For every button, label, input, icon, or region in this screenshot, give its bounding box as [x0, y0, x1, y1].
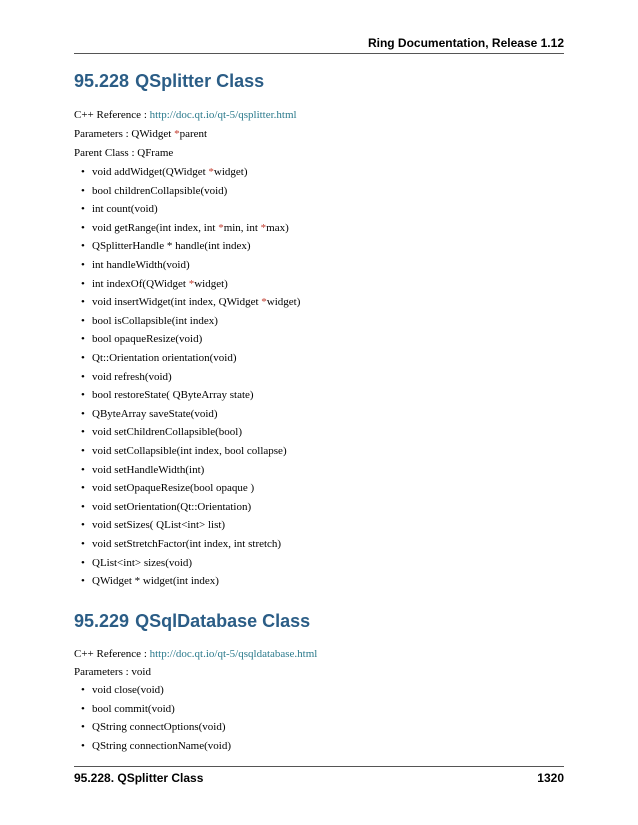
qsplitter-reference-link[interactable]: http://doc.qt.io/qt-5/qsplitter.html [149, 109, 297, 121]
method-list-item [81, 352, 237, 366]
method-list-item [81, 277, 228, 292]
parameters-line [74, 128, 207, 140]
pointer-star: * [261, 296, 267, 309]
method-signature-text: void setChildrenCollapsible(bool) [92, 426, 243, 439]
method-signature-text: QSplitterHandle * handle(int index) [92, 240, 251, 253]
bullet-icon: • [81, 721, 85, 734]
method-list-item [81, 556, 193, 571]
pointer-star: * [260, 221, 267, 234]
method-signature-text: void setStretchFactor(int index, int stretch) [92, 538, 282, 550]
bullet-icon: • [81, 739, 85, 752]
section-title-text: QSplitter Class [135, 71, 265, 91]
bullet-icon: • [81, 277, 85, 290]
bullet-icon: • [81, 166, 85, 178]
bullet-icon: • [81, 240, 85, 253]
method-list-item [81, 370, 172, 385]
method-signature-text: min, int [223, 221, 261, 234]
bullet-icon: • [81, 370, 85, 383]
method-list-item [81, 519, 226, 533]
method-list-item [81, 221, 289, 236]
method-signature-text: void insertWidget(int index, QWidget [92, 296, 262, 309]
method-signature-text: void close(void) [92, 684, 164, 696]
section-heading-qsplitter [74, 71, 264, 92]
method-list-item [81, 296, 301, 310]
bullet-icon: • [81, 575, 85, 588]
reference-label: C++ Reference : [74, 648, 150, 660]
page-number: 1320 [537, 771, 564, 785]
parameters-line: Parameters : void [74, 666, 151, 678]
bullet-icon: • [81, 352, 85, 364]
method-signature-text: bool childrenCollapsible(void) [92, 184, 228, 197]
pointer-star: * [188, 277, 195, 290]
method-list-item [81, 575, 219, 589]
method-signature-text: void getRange(int index, int [92, 221, 219, 234]
method-signature-text: int indexOf(QWidget [92, 277, 189, 290]
method-list-item [81, 702, 175, 717]
footer-section-ref: 95.228. QSplitter Class [74, 771, 204, 785]
bullet-icon: • [81, 702, 85, 715]
method-list-item [81, 333, 203, 347]
bullet-icon: • [81, 684, 85, 696]
method-signature-text: void setHandleWidth(int) [92, 463, 205, 476]
method-signature-text: widget) [213, 166, 248, 178]
method-list-item [81, 240, 251, 254]
method-signature-text: QWidget * widget(int index) [92, 575, 219, 588]
bullet-icon: • [81, 184, 85, 197]
method-list-item [81, 538, 282, 552]
method-signature-text: void setOpaqueResize(bool opaque ) [92, 482, 255, 495]
bullet-icon: • [81, 203, 85, 216]
running-header: Ring Documentation, Release 1.12 [367, 36, 564, 50]
bullet-icon: • [81, 500, 85, 513]
parameters-name: parent [179, 128, 208, 140]
cpp-reference-line [74, 648, 317, 660]
method-signature-text: max) [266, 221, 289, 234]
method-list-item [81, 166, 248, 180]
method-signature-text: void setCollapsible(int index, bool collapse) [92, 445, 287, 457]
bullet-icon: • [81, 333, 85, 346]
bullet-icon: • [81, 407, 85, 420]
bullet-icon: • [81, 482, 85, 495]
bullet-icon: • [81, 389, 85, 402]
method-signature-text: Qt::Orientation orientation(void) [92, 352, 237, 364]
section-number: 95.229 [74, 611, 130, 631]
bullet-icon: • [81, 445, 85, 457]
method-list-item [81, 445, 287, 459]
method-signature-text: widget) [266, 296, 301, 309]
method-list-item [81, 426, 243, 440]
bullet-icon: • [81, 556, 85, 569]
pointer-star: * [208, 166, 214, 178]
method-signature-text: QByteArray saveState(void) [92, 407, 218, 420]
method-signature-text: widget) [194, 277, 228, 290]
footer-rule [74, 766, 564, 767]
method-signature-text: void addWidget(QWidget [92, 166, 209, 178]
reference-label: C++ Reference : [74, 109, 150, 121]
method-list-item [81, 463, 205, 478]
method-signature-text: bool isCollapsible(int index) [92, 314, 218, 327]
method-signature-text: QList<int> sizes(void) [92, 556, 193, 569]
method-list-item [81, 500, 252, 515]
method-signature-text: int count(void) [92, 203, 158, 216]
method-list-item [81, 684, 164, 698]
method-list-item [81, 259, 190, 273]
parameters-label: Parameters : QWidget [74, 128, 175, 140]
bullet-icon: • [81, 296, 85, 309]
method-signature-text: QString connectOptions(void) [92, 721, 226, 734]
method-list-item [81, 721, 226, 735]
method-signature-text: bool restoreState( QByteArray state) [92, 389, 254, 402]
method-signature-text: QString connectionName(void) [92, 739, 231, 752]
method-signature-text: void refresh(void) [92, 370, 172, 383]
bullet-icon: • [81, 538, 85, 550]
method-signature-text: void setOrientation(Qt::Orientation) [92, 500, 252, 513]
method-list-item [81, 184, 228, 199]
bullet-icon: • [81, 519, 85, 532]
method-list-item [81, 739, 231, 754]
bullet-icon: • [81, 463, 85, 476]
method-list-item [81, 389, 254, 403]
method-list-item [81, 482, 255, 496]
method-signature-text: bool opaqueResize(void) [92, 333, 203, 346]
parent-class-line: Parent Class : QFrame [74, 147, 174, 159]
bullet-icon: • [81, 426, 85, 439]
header-rule [74, 53, 564, 54]
bullet-icon: • [81, 259, 85, 271]
qsqldatabase-reference-link[interactable]: http://doc.qt.io/qt-5/qsqldatabase.html [149, 648, 318, 660]
method-list-item [81, 314, 218, 329]
bullet-icon: • [81, 221, 85, 234]
method-list-item [81, 407, 218, 422]
method-list-item [81, 203, 158, 217]
cpp-reference-line [74, 109, 297, 121]
pointer-star: * [174, 128, 180, 140]
method-signature-text: int handleWidth(void) [92, 259, 190, 271]
method-signature-text: bool commit(void) [92, 702, 175, 715]
section-title-text: QSqlDatabase Class [135, 611, 311, 631]
method-signature-text: void setSizes( QList<int> list) [92, 519, 226, 532]
section-number: 95.228 [74, 71, 130, 91]
section-heading-qsqldatabase [74, 611, 310, 632]
pointer-star: * [218, 221, 224, 234]
bullet-icon: • [81, 314, 85, 327]
